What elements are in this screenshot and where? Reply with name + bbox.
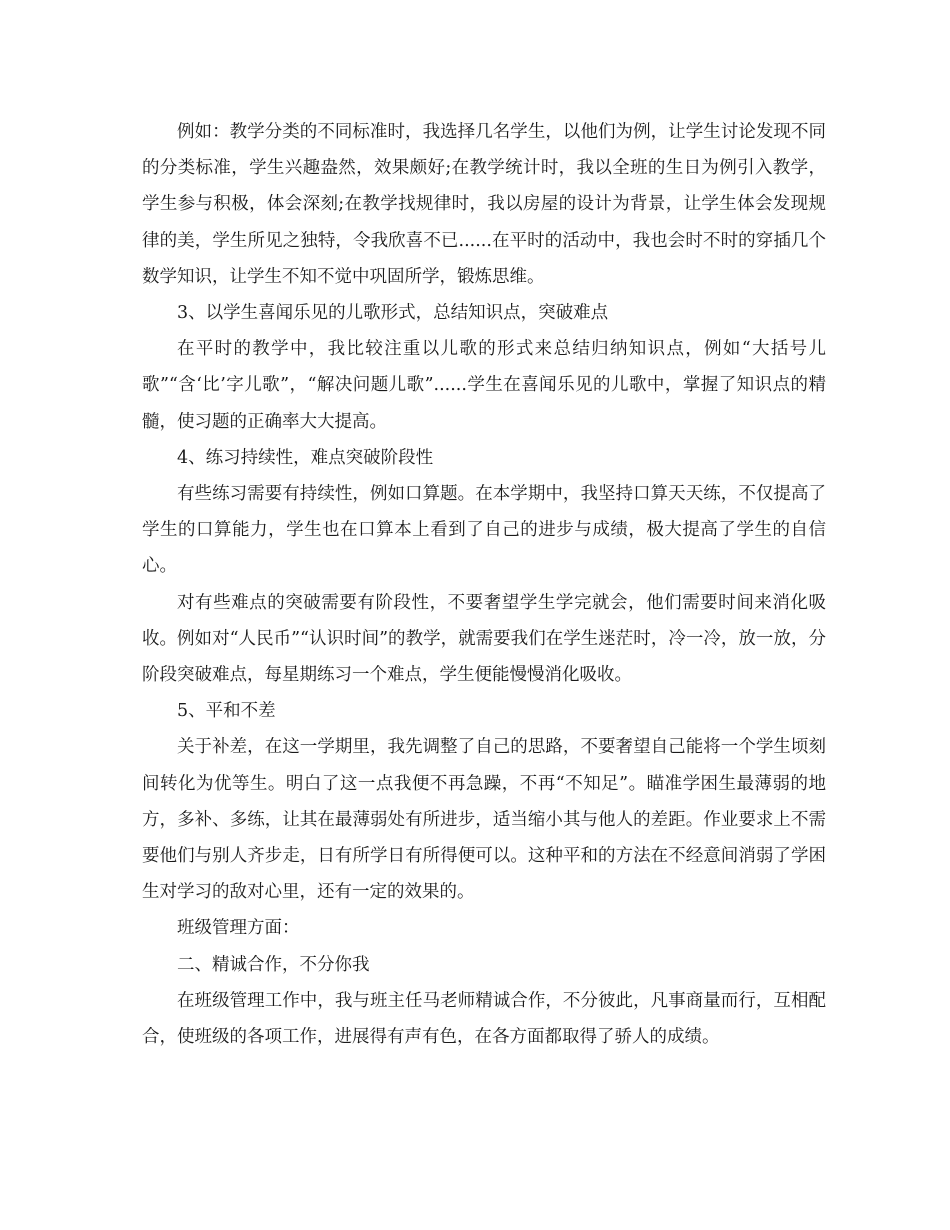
heading-nursery-rhymes: 3、以学生喜闻乐见的儿歌形式，总结知识点，突破难点 [177,303,609,324]
paragraph-examples: 例如：教学分类的不同标准时，我选择几名学生，以他们为例，让学生讨论发现不同的分类标准，学生兴趣盎然，效果颇好;在教学统计时，我以全班的生日为例引入教学，学生参与积极，体会深刻;在教学找规律时，我以房屋的设计为背景，让学生体会发现规律的美，学生所见之独特，令我欣喜不已......在平时的活动中，我也会时不时的穿插几个数学知识，让学生不知不觉中巩固所学，锻炼思维。 [142,122,826,287]
paragraph-nursery-rhymes: 在平时的教学中，我比较注重以儿歌的形式来总结归纳知识点，例如“大括号儿歌”“含‘比’字儿歌”，“解决问题儿歌”......学生在喜闻乐见的儿歌中，掌握了知识点的精髓，使习题的正确率大大提高。 [142,339,826,432]
heading-cooperation: 二、精诚合作，不分你我 [177,954,370,975]
paragraph-remedial: 关于补差，在这一学期里，我先调整了自己的思路，不要奢望自己能将一个学生顷刻间转化为优等生。明白了这一点我便不再急躁，不再“不知足”。瞄准学困生最薄弱的地方，多补、多练，让其在最薄弱处有所进步，适当缩小其与他人的差距。作业要求上不需要他们与别人齐步走，日有所学日有所得便可以。这种平和的方法在不经意间消弱了学困生对学习的敌对心里，还有一定的效果的。 [142,737,826,903]
document-body [142,114,826,1055]
paragraph-oral-arithmetic: 有些练习需要有持续性，例如口算题。在本学期中，我坚持口算天天练，不仅提高了学生的口算能力，学生也在口算本上看到了自己的进步与成绩，极大提高了学生的自信心。 [142,484,826,577]
paragraph-cooperation: 在班级管理工作中，我与班主任马老师精诚合作，不分彼此，凡事商量而行，互相配合，使班级的各项工作，进展得有声有色，在各方面都取得了骄人的成绩。 [142,990,826,1048]
paragraph-staged-breakthrough: 对有些难点的突破需要有阶段性，不要奢望学生学完就会，他们需要时间来消化吸收。例如对“人民币”“认识时间”的教学，就需要我们在学生迷茫时，冷一冷，放一放，分阶段突破难点，每星期练习一个难点，学生便能慢慢消化吸收。 [142,592,826,686]
heading-class-management: 班级管理方面： [177,918,300,939]
heading-practice-continuity: 4、练习持续性，难点突破阶段性 [177,447,434,468]
heading-remedial: 5、平和不差 [177,701,276,722]
